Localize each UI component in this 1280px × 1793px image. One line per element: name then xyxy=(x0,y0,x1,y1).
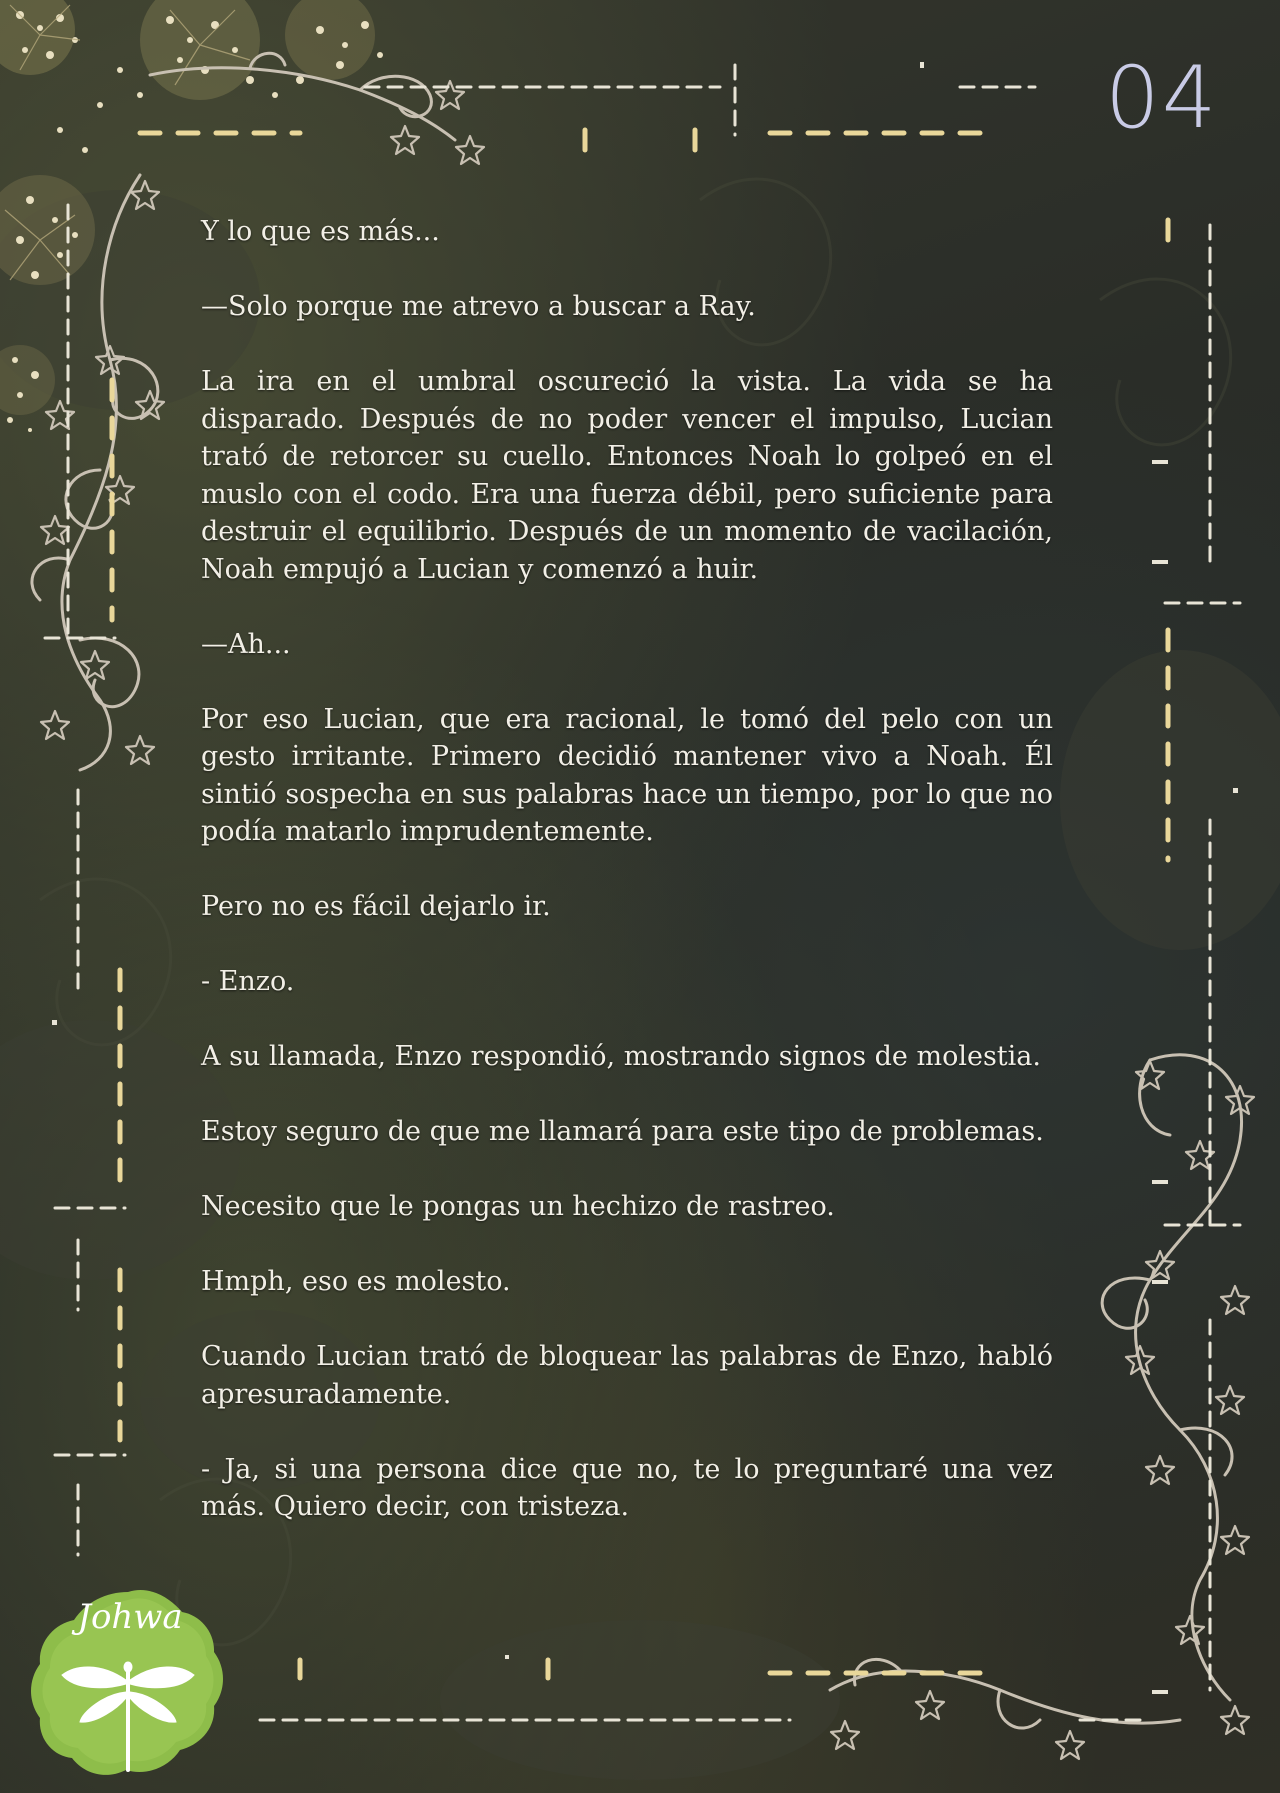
paragraph: Necesito que le pongas un hechizo de rastreo. xyxy=(201,1191,835,1222)
paragraph: La ira en el umbral oscureció la vista. La vida se ha disparado. Después de no poder vencer el impulso, Lucian trató de retorcer su cuello. Entonces Noah lo golpeó en el muslo con el codo. Era una fuerza débil, pero suficiente para destruir el equilibrio. Después de un momento de vacilación, Noah empujó a Lucian y comenzó a huir. xyxy=(201,366,1053,585)
story-text xyxy=(201,213,1053,1563)
paragraph: - Ja, si una persona dice que no, te lo preguntaré una vez más. Quiero decir, con tristeza. xyxy=(201,1453,1053,1522)
paragraph: Y lo que es más... xyxy=(201,216,440,247)
paragraph: Estoy seguro de que me llamará para este tipo de problemas. xyxy=(201,1116,1044,1147)
paragraph: —Solo porque me atrevo a buscar a Ray. xyxy=(201,291,756,322)
paragraph: A su llamada, Enzo respondió, mostrando signos de molestia. xyxy=(201,1041,1041,1072)
paragraph: Hmph, eso es molesto. xyxy=(201,1266,511,1297)
paragraph: Pero no es fácil dejarlo ir. xyxy=(201,891,551,922)
paragraph: Cuando Lucian trató de bloquear las palabras de Enzo, habló apresuradamente. xyxy=(201,1341,1053,1410)
logo-label: Johwa xyxy=(77,1597,183,1637)
paragraph: —Ah... xyxy=(201,628,291,660)
page-number: 04 xyxy=(1105,48,1219,148)
paragraph: Por eso Lucian, que era racional, le tomó del pelo con un gesto irritante. Primero decidió mantener vivo a Noah. Él sintió sospecha en sus palabras hace un tiempo, por lo que no podía matarlo imprudentemente. xyxy=(201,703,1053,847)
paragraph: - Enzo. xyxy=(201,966,295,997)
